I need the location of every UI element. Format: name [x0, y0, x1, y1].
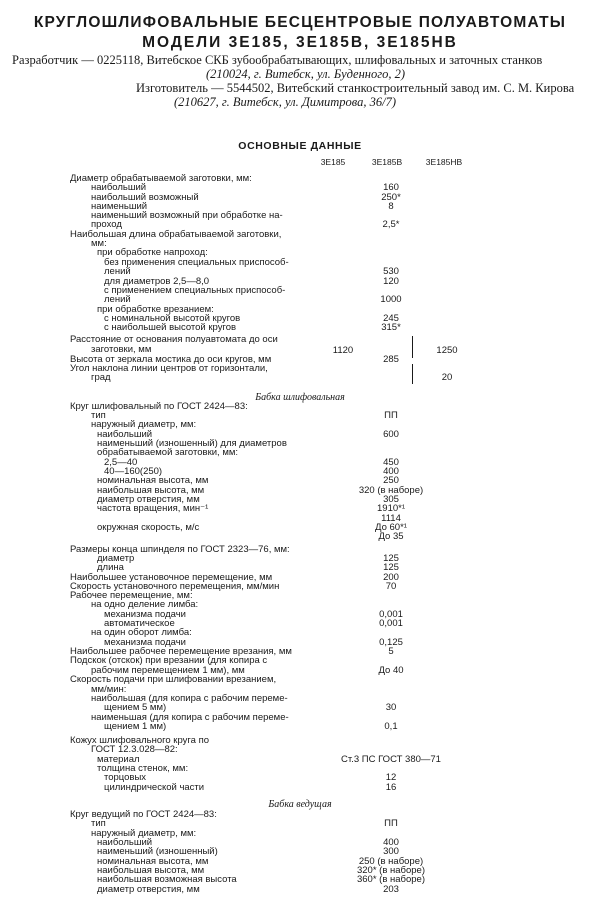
spec-label: наименьший (изношенный) для диаметров	[97, 438, 287, 449]
spec-label: с наибольшей высотой кругов	[104, 322, 237, 333]
spec-label: наименьшая (для копира с рабочим переме-	[91, 712, 289, 723]
spec-label: заготовки, мм	[91, 344, 152, 355]
spec-value: 8	[388, 201, 394, 212]
spec-value: 160	[383, 182, 399, 193]
spec-value: До 40	[378, 665, 404, 676]
spec-label: щением 1 мм)	[104, 721, 167, 732]
spec-label: частота вращения, мин⁻¹	[97, 503, 209, 514]
spec-label: автоматическое	[104, 618, 175, 629]
spec-label: Круг ведущий по ГОСТ 2424—83:	[70, 809, 217, 820]
spec-label: Высота от зеркала мостика до оси кругов, мм	[70, 354, 272, 365]
spec-label: Диаметр обрабатываемой заготовки, мм:	[70, 173, 252, 184]
spec-label: цилиндрической части	[104, 782, 205, 793]
spec-label: наибольший	[97, 837, 153, 848]
spec-value: 1000	[380, 294, 402, 305]
spec-label: лений	[104, 266, 131, 277]
developer-line: Разработчик — 0225118, Витебское СКБ зубообрабатывающих, шлифовальных и заточных станков	[12, 53, 543, 67]
spec-value: 203	[383, 884, 399, 895]
spec-label: Размеры конца шпинделя по ГОСТ 2323—76, мм:	[70, 544, 290, 555]
spec-value: 1114	[381, 513, 401, 524]
spec-label: наибольший	[97, 429, 153, 440]
spec-label: механизма подачи	[104, 609, 186, 620]
spec-value: 125	[383, 553, 399, 564]
column-divider	[412, 364, 413, 384]
section-title: ОСНОВНЫЕ ДАННЫЕ	[238, 140, 362, 152]
spec-label: Подскок (отскок) при врезании (для копира с	[70, 655, 268, 666]
spec-value: 530	[383, 266, 399, 277]
spec-label: при обработке врезанием:	[97, 304, 214, 315]
spec-label: наименьший возможный при обработке на-	[91, 210, 283, 221]
spec-label: Угол наклона линии центров от горизонтали,	[70, 363, 268, 374]
spec-label: диаметр отверстия, мм	[97, 884, 200, 895]
spec-label: рабочим перемещением 1 мм), мм	[91, 665, 245, 676]
spec-label: наибольшая высота, мм	[97, 485, 205, 496]
spec-value: 315*	[381, 322, 401, 333]
spec-label: Скорость установочного перемещения, мм/мин	[70, 581, 280, 592]
spec-value: 600	[383, 429, 399, 440]
spec-label: 40—160(250)	[104, 466, 163, 477]
spec-label: при обработке напроход:	[97, 247, 208, 258]
spec-label: мм/мин:	[91, 684, 127, 695]
spec-value: 0,125	[379, 637, 403, 648]
spec-label: номинальная высота, мм	[97, 475, 209, 486]
spec-label: номинальная высота, мм	[97, 856, 209, 867]
value-axis-distance-3e185: 1120	[332, 345, 354, 356]
spec-value: 0,001	[379, 609, 403, 620]
spec-label: наименьший (изношенный)	[97, 846, 218, 857]
spec-value: 305	[383, 494, 399, 505]
spec-label: Наибольшее установочное перемещение, мм	[70, 572, 273, 583]
spec-value: 450	[383, 457, 399, 468]
spec-label: с номинальной высотой кругов	[104, 313, 241, 324]
spec-label: наибольший возможный	[91, 192, 199, 203]
spec-value: 400	[383, 837, 399, 848]
spec-value: 300	[383, 846, 399, 857]
title-line-2: МОДЕЛИ 3Е185, 3Е185В, 3Е185НВ	[142, 34, 458, 51]
spec-value: 0,001	[379, 618, 403, 629]
spec-label: ГОСТ 12.3.028—82:	[91, 744, 178, 755]
spec-label: на один оборот лимба:	[91, 627, 192, 638]
spec-value: 0,1	[384, 721, 398, 732]
spec-label: мм:	[91, 238, 107, 249]
spec-label: 2,5—40	[104, 457, 138, 468]
column-header-3e185nv: 3Е185НВ	[425, 157, 463, 167]
spec-label: щением 5 мм)	[104, 702, 167, 713]
spec-label: материал	[97, 754, 140, 765]
spec-label: с применением специальных приспособ-	[104, 285, 286, 296]
developer-address: (210024, г. Витебск, ул. Буденного, 2)	[206, 67, 406, 81]
spec-label: тип	[91, 410, 106, 421]
spec-label: наружный диаметр, мм:	[91, 828, 197, 839]
spec-label: наружный диаметр, мм:	[91, 419, 197, 430]
spec-label: Рабочее перемещение, мм:	[70, 590, 193, 601]
column-header-3e185v: 3Е185В	[371, 157, 403, 167]
spec-label: торцовых	[104, 772, 147, 783]
spec-value: 2,5*	[382, 219, 400, 230]
title-line-1: КРУГЛОШЛИФОВАЛЬНЫЕ БЕСЦЕНТРОВЫЕ ПОЛУАВТОМАТЫ	[33, 14, 567, 31]
spec-value: 250	[383, 475, 399, 486]
spec-label: на одно деление лимба:	[91, 599, 199, 610]
spec-label: лений	[104, 294, 131, 305]
spec-label: Наибольшее рабочее перемещение врезания, мм	[70, 646, 292, 657]
manufacturer-line: Изготовитель — 5544502, Витебский станкостроительный завод им. С. М. Кирова	[136, 81, 575, 95]
spec-label: наибольшая (для копира с рабочим переме-	[91, 693, 288, 704]
subsection-title: Бабка ведущая	[268, 799, 332, 810]
spec-label: проход	[91, 219, 122, 230]
spec-label: длина	[97, 562, 124, 573]
spec-value: ПП	[384, 410, 398, 421]
spec-label: Скорость подачи при шлифовании врезанием,	[70, 674, 277, 685]
column-header-3e185: 3Е185	[320, 157, 346, 167]
value-axis-distance-3e185nv: 1250	[436, 345, 458, 356]
spec-label: Круг шлифовальный по ГОСТ 2424—83:	[70, 401, 248, 412]
spec-value: 320* (в наборе)	[356, 865, 426, 876]
spec-label: наибольший	[91, 182, 147, 193]
spec-label: град	[91, 372, 111, 383]
spec-label: наибольшая возможная высота	[97, 874, 237, 885]
spec-value: До 35	[378, 531, 404, 542]
spec-value: 120	[383, 276, 399, 287]
spec-label: окружная скорость, м/с	[97, 522, 200, 533]
spec-label: Наибольшая длина обрабатываемой заготовки,	[70, 229, 282, 240]
spec-value: 320 (в наборе)	[358, 485, 424, 496]
spec-value: 5	[388, 646, 394, 657]
spec-value: До 60*¹	[375, 522, 407, 533]
spec-value: 70	[385, 581, 397, 592]
spec-label: Расстояние от основания полуавтомата до оси	[70, 334, 278, 345]
spec-value: 1910*¹	[377, 503, 405, 514]
spec-label: наибольшая высота, мм	[97, 865, 205, 876]
spec-label: для диаметров 2,5—8,0	[104, 276, 210, 287]
spec-value: ПП	[384, 818, 398, 829]
column-divider	[412, 336, 413, 358]
spec-value: Ст.3 ПС ГОСТ 380—71	[341, 754, 441, 765]
spec-value: 400	[383, 466, 399, 477]
spec-label: без применения специальных приспособ-	[104, 257, 289, 268]
spec-value: 200	[383, 572, 399, 583]
value-center-angle-3e185nv: 20	[441, 372, 453, 383]
spec-value: 285	[383, 354, 399, 365]
spec-value: 245	[383, 313, 399, 324]
manufacturer-address: (210627, г. Витебск, ул. Димитрова, 36/7)	[174, 95, 397, 109]
spec-label: механизма подачи	[104, 637, 186, 648]
subsection-title: Бабка шлифовальная	[255, 392, 345, 403]
spec-label: диаметр отверстия, мм	[97, 494, 200, 505]
spec-label: Кожух шлифовального круга по	[70, 735, 209, 746]
spec-value: 360* (в наборе)	[356, 874, 426, 885]
spec-label: тип	[91, 818, 106, 829]
spec-value: 30	[385, 702, 397, 713]
spec-label: диаметр	[97, 553, 135, 564]
spec-value: 16	[385, 782, 397, 793]
spec-value: 12	[385, 772, 397, 783]
spec-label: наименьший	[91, 201, 148, 212]
spec-value: 250 (в наборе)	[358, 856, 424, 867]
spec-value: 125	[383, 562, 399, 573]
spec-label: толщина стенок, мм:	[97, 763, 189, 774]
spec-value: 250*	[381, 192, 401, 203]
spec-label: обрабатываемой заготовки, мм:	[97, 447, 239, 458]
